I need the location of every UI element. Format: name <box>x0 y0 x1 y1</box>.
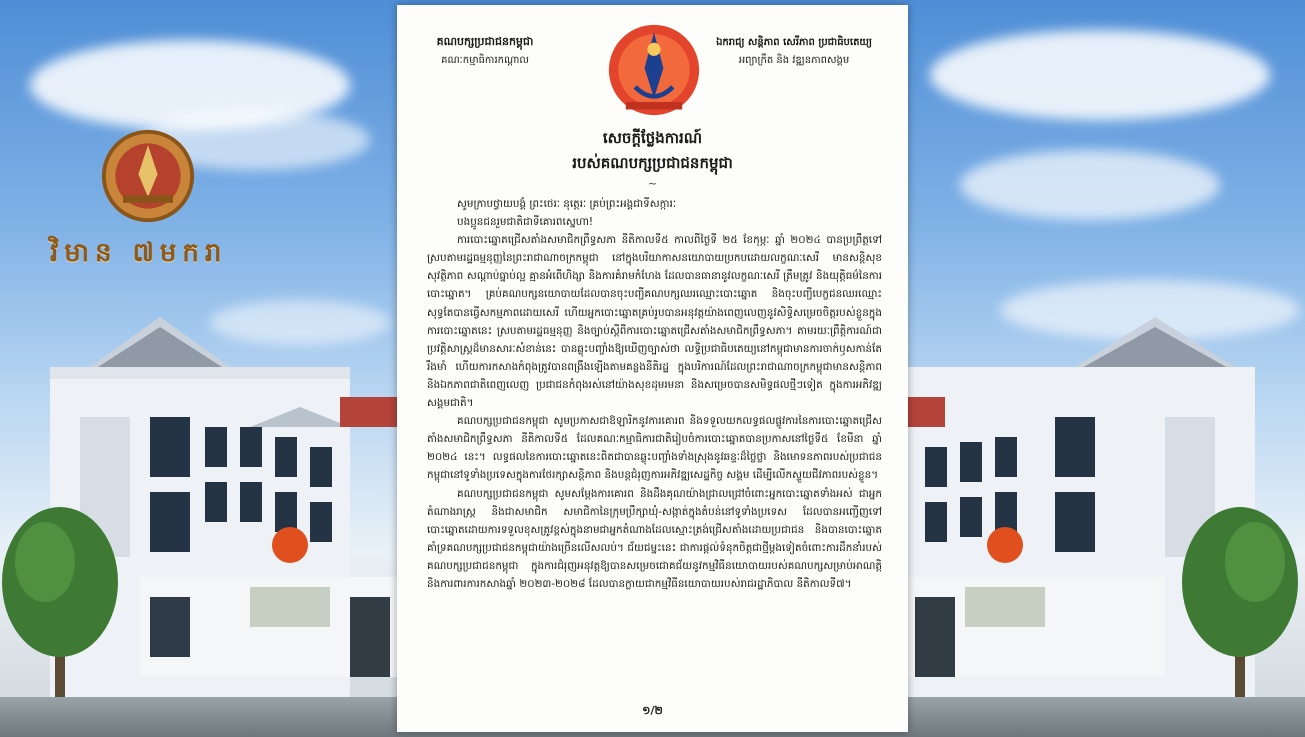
statement-body <box>427 195 882 593</box>
title-line-2: របស់គណបក្សប្រជាជនកម្ពុជា <box>572 154 733 172</box>
salutation-2: បងប្អូនជនរួមជាតិជាទីគោរពស្នេហា! <box>457 216 594 229</box>
paragraph-1: ការបោះឆ្នោតជ្រើសតាំងសមាជិកព្រឹទ្ធសភា នីតិកាលទី៥ កាលពីថ្ងៃទី ២៥ ខែកុម្ភៈ ឆ្នាំ ២០២៤ បានប្រព្រឹត្តទៅស្របតាមរដ្ឋធម្មនុញ្ញនៃព្រះរាជាណាចក្រកម្ពុជា នៅក្នុងបរិយាកាសនយោបាយប្រកបដោយលក្ខណៈសេរី មានសន្តិសុខ សុវត្ថិភាព សណ្តាប់ធ្នាប់ល្អ គ្មានអំពើហិង្សា និងការគំរាមកំហែង ដែលបានធានានូវលក្ខណៈសេរី ត្រឹមត្រូវ និងយុត្តិធម៌នៃការបោះឆ្នោត។ គ្រប់គណបក្សនយោបាយដែលបានចុះបញ្ជីគណបក្សឈរឈ្មោះបោះឆ្នោត និងចុះបញ្ជីបេក្ខជនឈរឈ្មោះ សុទ្ធតែបានធ្វើសកម្មភាពដោយសេរី ហើយអ្នកបោះឆ្នោតគ្រប់រូបបានអនុវត្តយ៉ាងពេញលេញនូវសិទ្ធិសម្រេចចិត្តរបស់ខ្លួនក្នុងការបោះឆ្នោតនេះ ស្របតាមរដ្ឋធម្មនុញ្ញ និងច្បាប់ស្តីពីការបោះឆ្នោតជ្រើសតាំងសមាជិកព្រឹទ្ធសភា។ តាមរយៈព្រឹត្តិការណ៍ជាប្រវត្តិសាស្ត្រដ៏មានសារៈសំខាន់នេះ បានឆ្លុះបញ្ចាំងឱ្យឃើញច្បាស់ថា លទ្ធិប្រជាធិបតេយ្យនៅកម្ពុជាមានការចាក់ឫសកាន់តែរឹងមាំ ហើយការកសាងកំពុងត្រូវបានពង្រឹងឡើងតាមគន្លងនីតិរដ្ឋ ក្នុងបរិការណ៍ដែលព្រះរាជាណាចក្រកម្ពុជាមានសន្តិភាព និងឯកភាពជាតិពេញលេញ ប្រជាជនកំពុងរស់នៅយ៉ាងសុខដុមរមនា និងសម្រេចបានសមិទ្ធផលថ្មីៗទៀត ក្នុងការអភិវឌ្ឍសង្គមជាតិ។ <box>427 234 882 410</box>
header-right <box>694 35 894 68</box>
salutation-1: សូមក្រាបថ្វាយបង្គំ ព្រះថេរៈ នុត្តេរៈ គ្រប់ព្រះអង្គជាទីសក្ការៈ <box>457 198 677 210</box>
cloud <box>960 150 1220 220</box>
header-left <box>415 35 555 68</box>
statement-page <box>397 5 908 732</box>
title-line-1: សេចក្តីថ្លែងការណ៍ <box>602 129 703 147</box>
paragraph-2: គណបក្សប្រជាជនកម្ពុជា សូមប្រកាសជាឱឡារិកនូវការគោរព និងទទួលយកលទ្ធផលផ្លូវការនៃការបោះឆ្នោតជ្រើសតាំងសមាជិកព្រឹទ្ធសភា នីតិកាលទី៥ ដែលគណៈកម្មាធិការជាតិរៀបចំការបោះឆ្នោតបានប្រកាសនៅថ្ងៃទី៥ ខែមីនា ឆ្នាំ ២០២៤ នេះ។ លទ្ធផលនៃការបោះឆ្នោតនេះពិតជាបានឆ្លុះបញ្ចាំងទាំងស្រុងនូវឆន្ទៈដ៏ថ្លៃថ្លា និងមោទនភាពរបស់ប្រជាជនកម្ពុជានៅទូទាំងប្រទេសក្នុងការថែរក្សាសន្តិភាព និងបន្តជំរុញការអភិវឌ្ឍសេដ្ឋកិច្ច សង្គម ដើម្បីលើកស្ទួយជីវភាពរបស់ខ្លួន។ <box>427 415 882 482</box>
party-name: គណបក្សប្រជាជនកម្ពុជា <box>436 35 534 48</box>
building-sign <box>50 128 270 274</box>
paragraph-3: គណបក្សប្រជាជនកម្ពុជា សូមសម្តែងការគោរព និងដឹងគុណយ៉ាងជ្រាលជ្រៅចំពោះអ្នកបោះឆ្នោតទាំងអស់ ជាអ្នកតំណាងរាស្ត្រ និងជាសមាជិក សមាជិកានៃក្រុមប្រឹក្សាឃុំ-សង្កាត់ក្នុងតំបន់នៅទូទាំងប្រទេស ដែលបានអញ្ជើញទៅបោះឆ្នោតដោយការទទួលខុសត្រូវខ្ពស់ក្នុងនាមជាអ្នកតំណាងដែលស្មោះត្រង់ជ្រើសតាំងដោយប្រជាជន និងបានបោះឆ្នោតគាំទ្រគណបក្សប្រជាជនកម្ពុជាយ៉ាងច្រើនលើសលប់។ ជ័យជម្នះនេះ ជាការផ្តល់ទំនុកចិត្តជាថ្មីម្តងទៀតចំពោះការដឹកនាំរបស់គណបក្សប្រជាជនកម្ពុជា ក្នុងការជំរុញអនុវត្តឱ្យបានសម្រេចជោគជ័យនូវកម្មវិធីនយោបាយរបស់គណបក្សសម្រាប់អាណត្តិ និងការពារការកសាងឆ្នាំ ២០២៣-២០២៨ ដែលបានក្លាយជាកម្មវិធីនយោបាយរបស់រាជរដ្ឋាភិបាល នីតិកាលទី៧។ <box>427 487 882 590</box>
cloud <box>930 30 1270 120</box>
document-title <box>397 129 908 190</box>
national-motto-1: ឯករាជ្យ សន្តិភាព សេរីភាព ប្រជាធិបតេយ្យ <box>716 37 872 48</box>
national-motto-2: អព្យាក្រឹត និង វឌ្ឍនភាពសង្គម <box>738 55 850 66</box>
sign-text: វិមាន ៧មករា <box>50 238 228 268</box>
tree-right <box>1180 502 1300 712</box>
page-number: ១/២ <box>642 704 663 717</box>
title-ornament: ~ <box>647 177 658 190</box>
tree-left <box>0 502 120 712</box>
cpp-emblem-icon <box>100 128 196 224</box>
cpp-logo-icon <box>607 21 701 119</box>
committee-name: គណៈកម្មាធិការកណ្តាល <box>441 55 529 66</box>
